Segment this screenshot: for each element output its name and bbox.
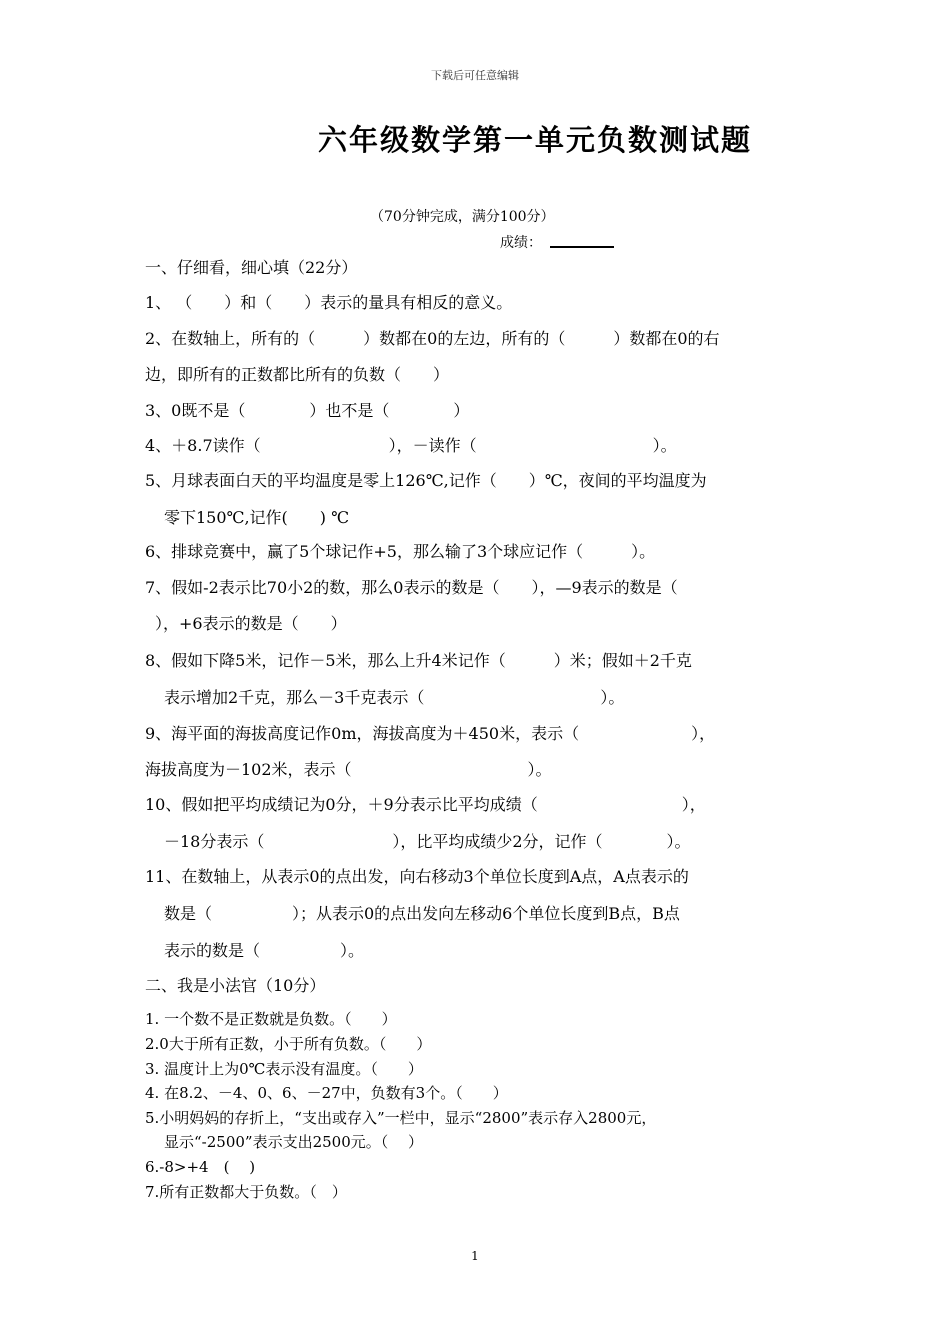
judge-item: 2.0大于所有正数，小于所有负数。（ ） bbox=[145, 1035, 432, 1053]
section-heading-judge: 二、我是小法官（10分） bbox=[145, 976, 326, 995]
question-line: 11、在数轴上，从表示0的点出发，向右移动3个单位长度到A点，A点表示的 bbox=[145, 867, 689, 886]
section-heading-fill-in: 一、仔细看，细心填（22分） bbox=[145, 258, 358, 277]
question-line: 9、海平面的海拔高度记作0m，海拔高度为＋450米，表示（ ）， bbox=[145, 724, 716, 743]
judge-item: 4. 在8.2、－4、0、6、－27中，负数有3个。（ ） bbox=[145, 1084, 508, 1102]
judge-item: 显示“-2500”表示支出2500元。（ ） bbox=[164, 1133, 424, 1151]
question-line: 4、＋8.7读作（ ），－读作（ ）。 bbox=[145, 436, 677, 455]
page-number: 1 bbox=[471, 1249, 479, 1263]
judge-item: 7.所有正数都大于负数。（ ） bbox=[145, 1183, 347, 1201]
question-line: 10、假如把平均成绩记为0分，＋9分表示比平均成绩（ ）， bbox=[145, 795, 706, 814]
question-line: 7、假如-2表示比70小2的数，那么0表示的数是（ ），—9表示的数是（ bbox=[145, 578, 678, 597]
question-line: 5、月球表面白天的平均温度是零上126℃,记作（ ）℃，夜间的平均温度为 bbox=[145, 471, 707, 490]
score-label: 成绩： bbox=[500, 235, 542, 251]
judge-item: 1. 一个数不是正数就是负数。（ ） bbox=[145, 1010, 397, 1028]
question-line: 3、0既不是（ ）也不是（ ） bbox=[145, 401, 470, 420]
page-title: 六年级数学第一单元负数测试题 bbox=[318, 123, 753, 157]
question-line: ），+6表示的数是（ ） bbox=[155, 614, 347, 633]
question-line: 8、假如下降5米，记作－5米，那么上升4米记作（ ）米；假如＋2千克 bbox=[145, 651, 692, 670]
judge-item: 5.小明妈妈的存折上，“支出或存入”一栏中，显示“2800”表示存入2800元， bbox=[145, 1109, 657, 1127]
question-line: 2、在数轴上，所有的（ ）数都在0的左边，所有的（ ）数都在0的右 bbox=[145, 329, 720, 348]
question-line: 边，即所有的正数都比所有的负数（ ） bbox=[145, 365, 450, 384]
question-line: 数是（ ）；从表示0的点出发向左移动6个单位长度到B点，B点 bbox=[164, 904, 680, 923]
score-blank bbox=[550, 246, 614, 248]
question-line: 1、 （ ）和（ ）表示的量具有相反的意义。 bbox=[145, 293, 513, 312]
question-line: 海拔高度为－102米，表示（ ）。 bbox=[145, 760, 552, 779]
judge-item: 3. 温度计上为0℃表示没有温度。（ ） bbox=[145, 1060, 423, 1078]
exam-info: （70分钟完成，满分100分） bbox=[370, 209, 555, 225]
question-line: 表示的数是（ ）。 bbox=[164, 941, 365, 960]
question-line: 表示增加2千克，那么－3千克表示（ ）。 bbox=[164, 688, 625, 707]
question-line: 零下150℃,记作( ) ℃ bbox=[164, 508, 349, 527]
question-line: 6、排球竞赛中，赢了5个球记作+5，那么输了3个球应记作（ ）。 bbox=[145, 542, 656, 561]
judge-item: 6.-8>+4 ( ) bbox=[145, 1158, 256, 1176]
page-header: 下载后可任意编辑 bbox=[431, 69, 519, 82]
question-line: －18分表示（ ），比平均成绩少2分，记作（ ）。 bbox=[164, 832, 691, 851]
